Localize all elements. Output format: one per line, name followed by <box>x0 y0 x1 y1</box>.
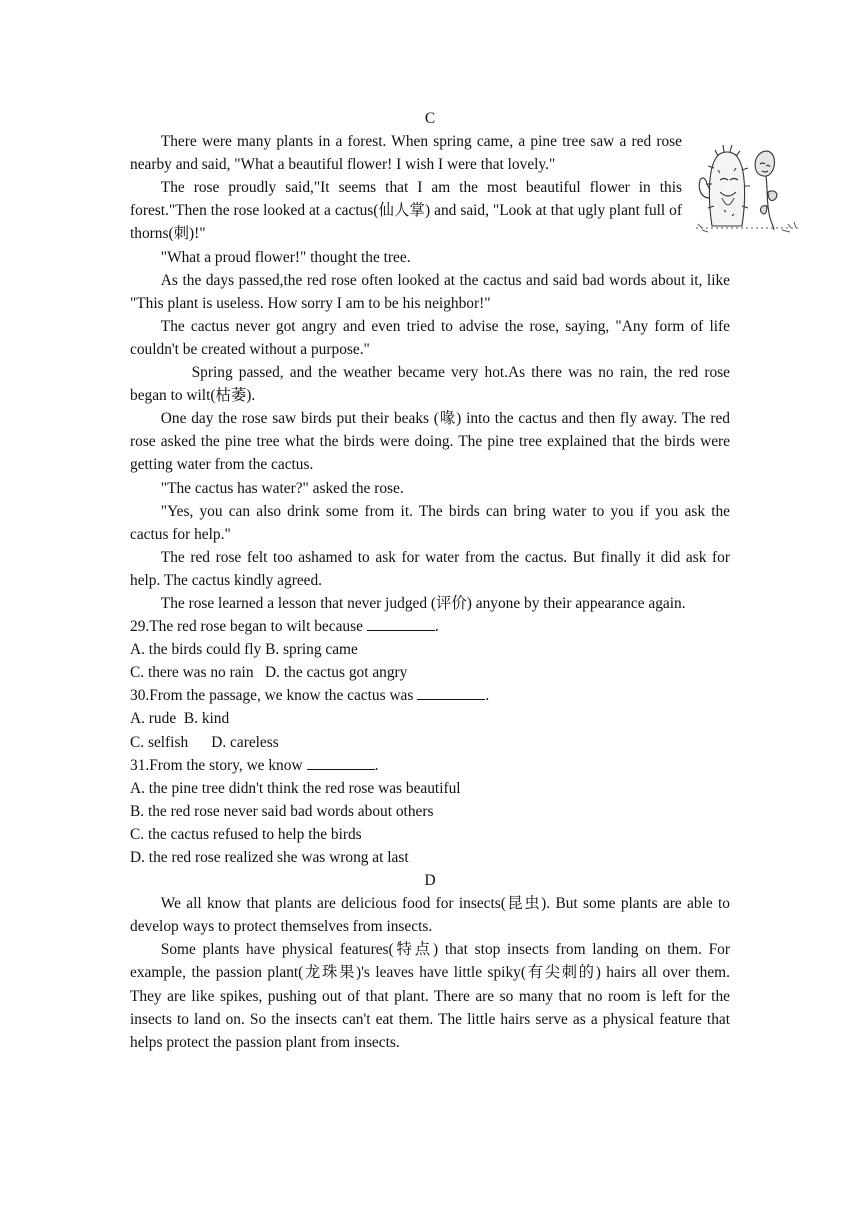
passage-c-paragraph-8: "The cactus has water?" asked the rose. <box>160 479 404 497</box>
passage-c-paragraph-6: Spring passed, and the weather became very hot.As there was no rain, the red rose began to wilt(枯萎). <box>130 364 730 405</box>
question-end: . <box>434 618 439 636</box>
option-line: C. selfish D. careless <box>130 733 279 751</box>
passage-c-paragraph-2: The rose proudly said,"It seems that I am the most beautiful flower in this forest."Then the rose looked at a cactus(仙人掌) and said, "Look at that ugly plant full of thorns(刺)!" <box>130 179 682 243</box>
passage-c-paragraph-4: As the days passed,the red rose often looked at the cactus and said bad words about it, like "This plant is useless. How sorry I am to be his neighbor!" <box>130 271 730 312</box>
passage-c-heading: C <box>424 110 436 127</box>
question-end: . <box>485 687 490 705</box>
question-29 <box>130 615 730 684</box>
option-line: A. rude B. kind <box>130 710 230 728</box>
answer-blank[interactable] <box>367 616 435 631</box>
passage-c-paragraph-7: One day the rose saw birds put their beaks (喙) into the cactus and then fly away. The red rose asked the pine tree what the birds were doing. The pine tree explained that the birds were getting water from the cactus. <box>130 410 730 474</box>
option-line: D. the red rose realized she was wrong at last <box>130 849 409 866</box>
passage-c-paragraph-3: "What a proud flower!" thought the tree. <box>160 248 411 266</box>
option-line: A. the birds could fly B. spring came <box>130 641 358 659</box>
worksheet-page <box>130 107 730 1054</box>
answer-blank[interactable] <box>307 755 375 770</box>
passage-c-paragraph-11: The rose learned a lesson that never judged (评价) anyone by their appearance again. <box>160 594 686 612</box>
passage-d-heading: D <box>424 872 436 890</box>
option-line: B. the red rose never said bad words about others <box>130 802 434 820</box>
answer-blank[interactable] <box>417 685 485 700</box>
passage-c-paragraph-10: The red rose felt too ashamed to ask for water from the cactus. But finally it did ask for help. The cactus kindly agreed. <box>130 548 730 589</box>
question-stem: 31.From the story, we know <box>130 756 303 774</box>
wilted-rose-icon <box>755 151 777 230</box>
option-line: A. the pine tree didn't think the red rose was beautiful <box>130 779 461 797</box>
passage-c-paragraph-5: The cactus never got angry and even tried to advise the rose, saying, "Any form of life couldn't be created without a purpose." <box>130 317 730 358</box>
question-30 <box>130 684 730 753</box>
passage-c-paragraph-1: There were many plants in a forest. When spring came, a pine tree saw a red rose nearby and said, "What a beautiful flower! I wish I were that lovely." <box>130 133 682 174</box>
cactus-icon <box>699 145 750 226</box>
cactus-rose-illustration <box>690 140 808 235</box>
option-line: C. the cactus refused to help the birds <box>130 825 362 843</box>
passage-d-paragraph-2: Some plants have physical features(特点) that stop insects from landing on them. For example, the passion plant(龙珠果)'s leaves have little spiky(有尖刺的) hairs all over them. They are like spikes, pushing out of that plant. There are so many that no room is left for the insects to land on. So the insects can't eat them. The little hairs serve as a physical feature that helps protect the passion plant from insects. <box>130 941 730 1051</box>
passage-c-paragraph-9: "Yes, you can also drink some from it. The birds can bring water to you if you ask the cactus for help." <box>130 502 730 543</box>
passage-d-paragraph-1: We all know that plants are delicious food for insects(昆虫). But some plants are able to develop ways to protect themselves from insects. <box>130 895 730 936</box>
question-stem: 29.The red rose began to wilt because <box>130 618 363 636</box>
question-stem: 30.From the passage, we know the cactus was <box>130 687 414 705</box>
question-end: . <box>374 756 379 774</box>
option-line: C. there was no rain D. the cactus got angry <box>130 664 408 682</box>
question-31 <box>130 754 730 869</box>
